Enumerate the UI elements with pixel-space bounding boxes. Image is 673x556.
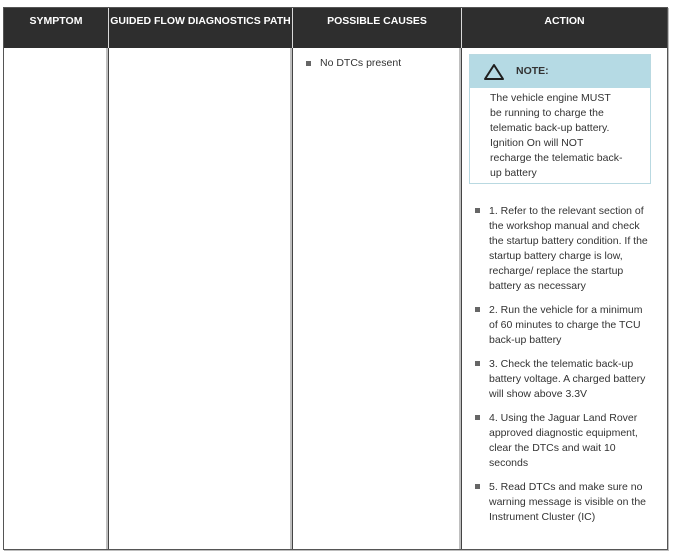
warning-triangle-icon	[483, 63, 505, 81]
cell-guided-flow	[109, 48, 293, 549]
cause-text: No DTCs present	[320, 57, 402, 69]
action-step-text: 4. Using the Jaguar Land Rover approved diagnostic equipment, clear the DTCs and wait 10 seconds	[489, 412, 638, 469]
action-step	[475, 204, 667, 294]
cause-item	[306, 57, 453, 69]
note-line: The vehicle engine MUST	[490, 92, 611, 104]
action-step	[475, 411, 667, 471]
action-steps	[468, 204, 667, 525]
action-step	[475, 357, 667, 402]
table-header-row	[4, 8, 667, 48]
note-line: up battery	[490, 167, 537, 179]
header-action: ACTION	[544, 15, 585, 27]
square-bullet-icon	[475, 361, 480, 366]
diagnostic-table	[3, 7, 668, 550]
square-bullet-icon	[475, 415, 480, 420]
action-step-text: 1. Refer to the relevant section of the workshop manual and check the startup battery condition. If the startup battery charge is low, recharge/ replace the startup battery as necessary	[489, 205, 648, 292]
cell-symptom	[4, 48, 109, 549]
header-symptom: SYMPTOM	[4, 8, 109, 48]
cell-action	[462, 48, 667, 549]
action-step-text: 3. Check the telematic back-up battery voltage. A charged battery will show above 3.3V	[489, 358, 646, 400]
note-box	[469, 54, 651, 184]
note-header	[470, 55, 650, 88]
note-line: be running to charge the	[490, 107, 604, 119]
note-line: recharge the telematic back-	[490, 152, 623, 164]
action-step	[475, 480, 667, 525]
action-step	[475, 303, 667, 348]
action-step-text: 2. Run the vehicle for a minimum of 60 minutes to charge the TCU back-up battery	[489, 304, 643, 346]
square-bullet-icon	[475, 208, 480, 213]
square-bullet-icon	[475, 484, 480, 489]
note-text	[470, 88, 650, 183]
note-line: telematic back-up battery.	[490, 122, 610, 134]
action-step-text: 5. Read DTCs and make sure no warning message is visible on the Instrument Cluster (IC)	[489, 481, 646, 523]
note-line: Ignition On will NOT	[490, 137, 584, 149]
note-label: NOTE:	[516, 65, 549, 77]
header-guided-flow: GUIDED FLOW DIAGNOSTICS PATH	[109, 8, 293, 48]
table-row	[4, 48, 667, 549]
header-possible-causes: POSSIBLE CAUSES	[293, 8, 462, 48]
square-bullet-icon	[475, 307, 480, 312]
square-bullet-icon	[306, 61, 311, 66]
cell-possible-causes	[293, 48, 462, 549]
